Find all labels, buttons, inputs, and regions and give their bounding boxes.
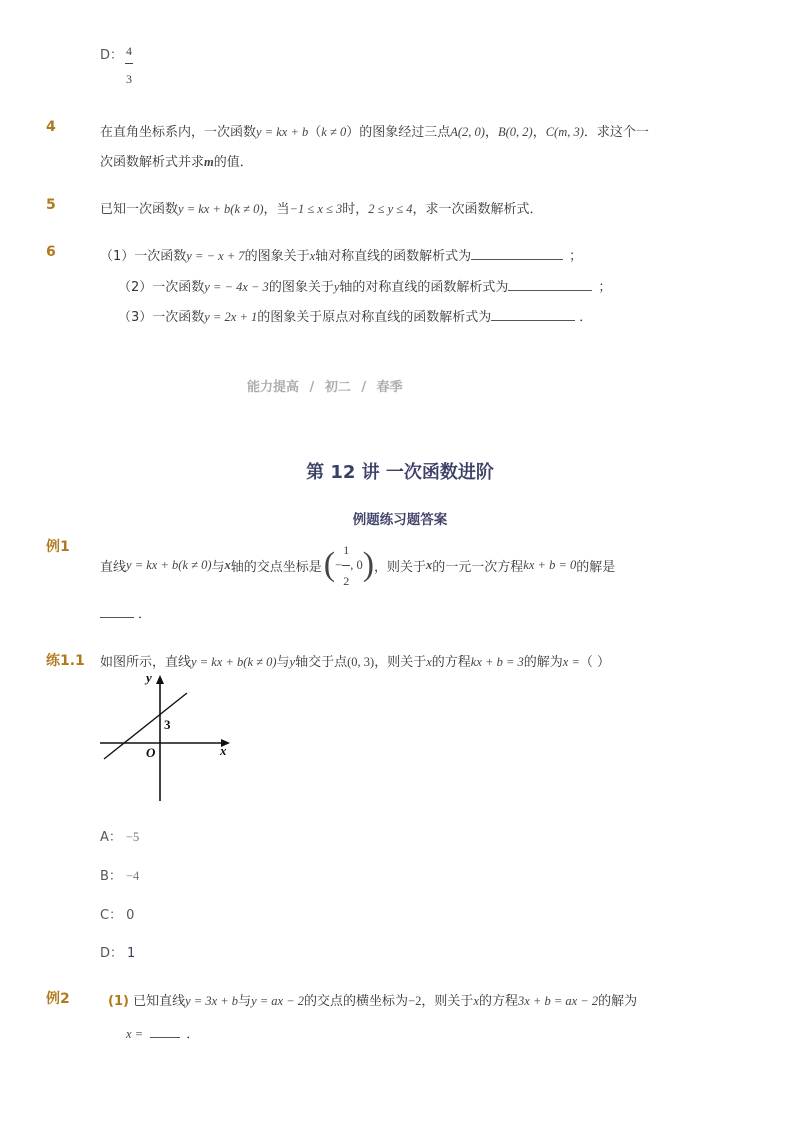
question-number: 6: [46, 244, 56, 260]
text: 与: [238, 994, 252, 1009]
answer-blank[interactable]: [150, 1025, 180, 1038]
text: 与: [211, 559, 225, 575]
breadcrumb: [247, 376, 403, 395]
example-label: 例1: [46, 539, 70, 555]
text: ，求一次函数解析式．: [412, 202, 543, 217]
math: y = ax − 2: [251, 994, 305, 1008]
example-2-line2: [126, 1023, 199, 1042]
x-axis-label: x: [220, 743, 227, 758]
text: （3）一次函数: [118, 310, 205, 325]
fraction-numerator: 4: [126, 44, 132, 58]
question-6-part2: [118, 276, 611, 295]
math: A(2, 0): [450, 125, 485, 139]
text: 的解是: [576, 559, 616, 575]
option-letter: B: [100, 869, 109, 884]
question-4-line1: [100, 121, 649, 140]
text: 的解为: [598, 994, 638, 1009]
text: 的解为: [523, 655, 563, 670]
math: x: [426, 557, 433, 572]
question-number: 4: [46, 119, 56, 135]
example-1-line1: [100, 538, 615, 592]
question-5-text: [100, 198, 543, 217]
math: x: [224, 557, 231, 572]
text: ，则关于: [421, 994, 474, 1009]
answer-blank[interactable]: [471, 247, 563, 260]
text: 的值．: [213, 155, 253, 170]
text: 的图象关于: [244, 249, 310, 264]
math: y = kx + b(k ≠ 0): [126, 557, 212, 572]
answer-blank[interactable]: [508, 278, 592, 291]
text: 的图象关于: [268, 280, 334, 295]
math: y: [333, 280, 340, 294]
option-d-fraction: [125, 44, 133, 86]
breadcrumb-item[interactable]: 能力提高: [247, 380, 300, 395]
math: m: [204, 155, 214, 169]
option-colon: ：: [110, 946, 124, 961]
math: y = 3x + b: [185, 994, 239, 1008]
question-4-line2: [100, 151, 253, 170]
practice-label: 练1.1: [46, 653, 85, 669]
option-letter: C: [100, 908, 110, 923]
text: ；: [598, 280, 612, 295]
question-number: 5: [46, 197, 56, 213]
math: y: [289, 655, 296, 669]
breadcrumb-separator: /: [309, 380, 315, 395]
text: ．: [186, 1027, 200, 1042]
option-letter: D: [100, 946, 111, 961]
option-value: −5: [125, 830, 140, 844]
origin-label: O: [146, 745, 156, 760]
option-value: 1: [127, 946, 136, 961]
text: （ ）: [579, 655, 611, 670]
question-6-part1: [100, 245, 582, 264]
answer-blank[interactable]: [491, 308, 575, 321]
text: 直线: [100, 559, 127, 575]
text: （1）一次函数: [100, 249, 187, 264]
point-rest: , 0: [350, 557, 363, 572]
text: 轴的对称直线的函数解析式为: [339, 280, 509, 295]
text: 在直角坐标系内，一次函数: [100, 125, 257, 140]
right-paren: ): [362, 546, 375, 583]
example-2-line1: [108, 990, 637, 1009]
intercept-label: 3: [164, 717, 171, 732]
math: y = kx + b: [256, 125, 309, 139]
breadcrumb-item[interactable]: 春季: [376, 380, 403, 395]
math: B(0, 2): [497, 125, 533, 139]
option-value: −4: [125, 869, 140, 883]
text: ，: [532, 125, 546, 140]
math: y = − 4x − 3: [204, 280, 269, 294]
math: y = kx + b(k ≠ 0): [178, 202, 264, 216]
fraction-denominator: 2: [343, 573, 350, 588]
minus-sign: −: [335, 557, 343, 572]
line-graph: [96, 670, 236, 805]
text: 已知一次函数: [100, 202, 179, 217]
text: ；: [569, 249, 583, 264]
option-b[interactable]: [100, 865, 139, 884]
math: y = kx + b(k ≠ 0): [191, 655, 277, 669]
text: （: [308, 125, 322, 140]
text: ，: [484, 125, 498, 140]
option-d[interactable]: [100, 942, 135, 961]
text: 的一元一次方程: [432, 559, 524, 575]
breadcrumb-item[interactable]: 初二: [324, 380, 351, 395]
text: ，当: [263, 202, 290, 217]
option-letter: A: [100, 830, 109, 845]
option-a[interactable]: [100, 826, 139, 845]
math: C(m, 3): [545, 125, 584, 139]
answer-blank[interactable]: [100, 605, 134, 618]
text: 次函数解析式并求: [100, 155, 205, 170]
fraction-bar: [342, 565, 350, 566]
math: kx + b = 0: [523, 557, 577, 572]
math: x: [426, 655, 432, 669]
text: 的方程: [478, 994, 518, 1009]
option-value: 0: [126, 908, 135, 923]
part-label: (1): [108, 994, 129, 1009]
text: ，则关于: [374, 559, 427, 575]
text: ．: [138, 607, 152, 622]
text: ，则关于: [374, 655, 427, 670]
section-title: 例题练习题答案: [352, 512, 448, 528]
text: 如图所示，直线: [100, 655, 192, 670]
math: y = − x + 7: [186, 249, 245, 263]
text: 已知直线: [133, 994, 186, 1009]
text: 的交点的横坐标为: [304, 994, 409, 1009]
example-label: 例2: [46, 991, 70, 1007]
fraction-denominator: 3: [126, 72, 132, 86]
text: 轴对称直线的函数解析式为: [315, 249, 472, 264]
math: −1 ≤ x ≤ 3: [289, 202, 343, 216]
text: ．求这个一: [583, 125, 649, 140]
math: (0, 3): [347, 655, 375, 669]
text: ．: [579, 310, 593, 325]
math: x =: [126, 1027, 144, 1041]
text: 的图象关于原点对称直线的函数解析式为: [257, 310, 492, 325]
option-colon: ：: [109, 908, 123, 923]
lesson-title: 第 12 讲 一次函数进阶: [306, 462, 494, 483]
option-d-prev[interactable]: [100, 44, 123, 63]
math: kx + b = 3: [470, 655, 524, 669]
point-fraction: [342, 543, 350, 588]
y-axis-arrow: [156, 675, 164, 684]
question-6-part3: [118, 306, 592, 325]
math: x =: [562, 655, 580, 669]
option-colon: ：: [108, 869, 122, 884]
option-colon: ：: [110, 48, 124, 63]
text: 与: [276, 655, 290, 670]
math: k ≠ 0: [321, 125, 347, 139]
text: （2）一次函数: [118, 280, 205, 295]
text: 轴交于点: [295, 655, 348, 670]
breadcrumb-separator: /: [361, 380, 367, 395]
fraction-numerator: 1: [343, 542, 350, 557]
practice-1-1-text: [100, 651, 610, 670]
text: 时，: [342, 202, 369, 217]
text: 的方程: [431, 655, 471, 670]
example-1-line2: [100, 603, 151, 622]
option-letter: D: [100, 48, 111, 63]
text: 轴的交点坐标是: [230, 559, 322, 575]
math: x: [473, 994, 479, 1008]
math: −2: [408, 994, 422, 1008]
option-c[interactable]: [100, 904, 134, 923]
math: y = 2x + 1: [204, 310, 258, 324]
fraction-bar: [125, 63, 133, 64]
y-axis-label: y: [146, 670, 152, 685]
math: 3x + b = ax − 2: [517, 994, 599, 1008]
math: 2 ≤ y ≤ 4: [368, 202, 413, 216]
text: ）的图象经过三点: [346, 125, 451, 140]
option-colon: ：: [108, 830, 122, 845]
left-paren: (: [323, 546, 336, 583]
math: x: [309, 249, 316, 263]
